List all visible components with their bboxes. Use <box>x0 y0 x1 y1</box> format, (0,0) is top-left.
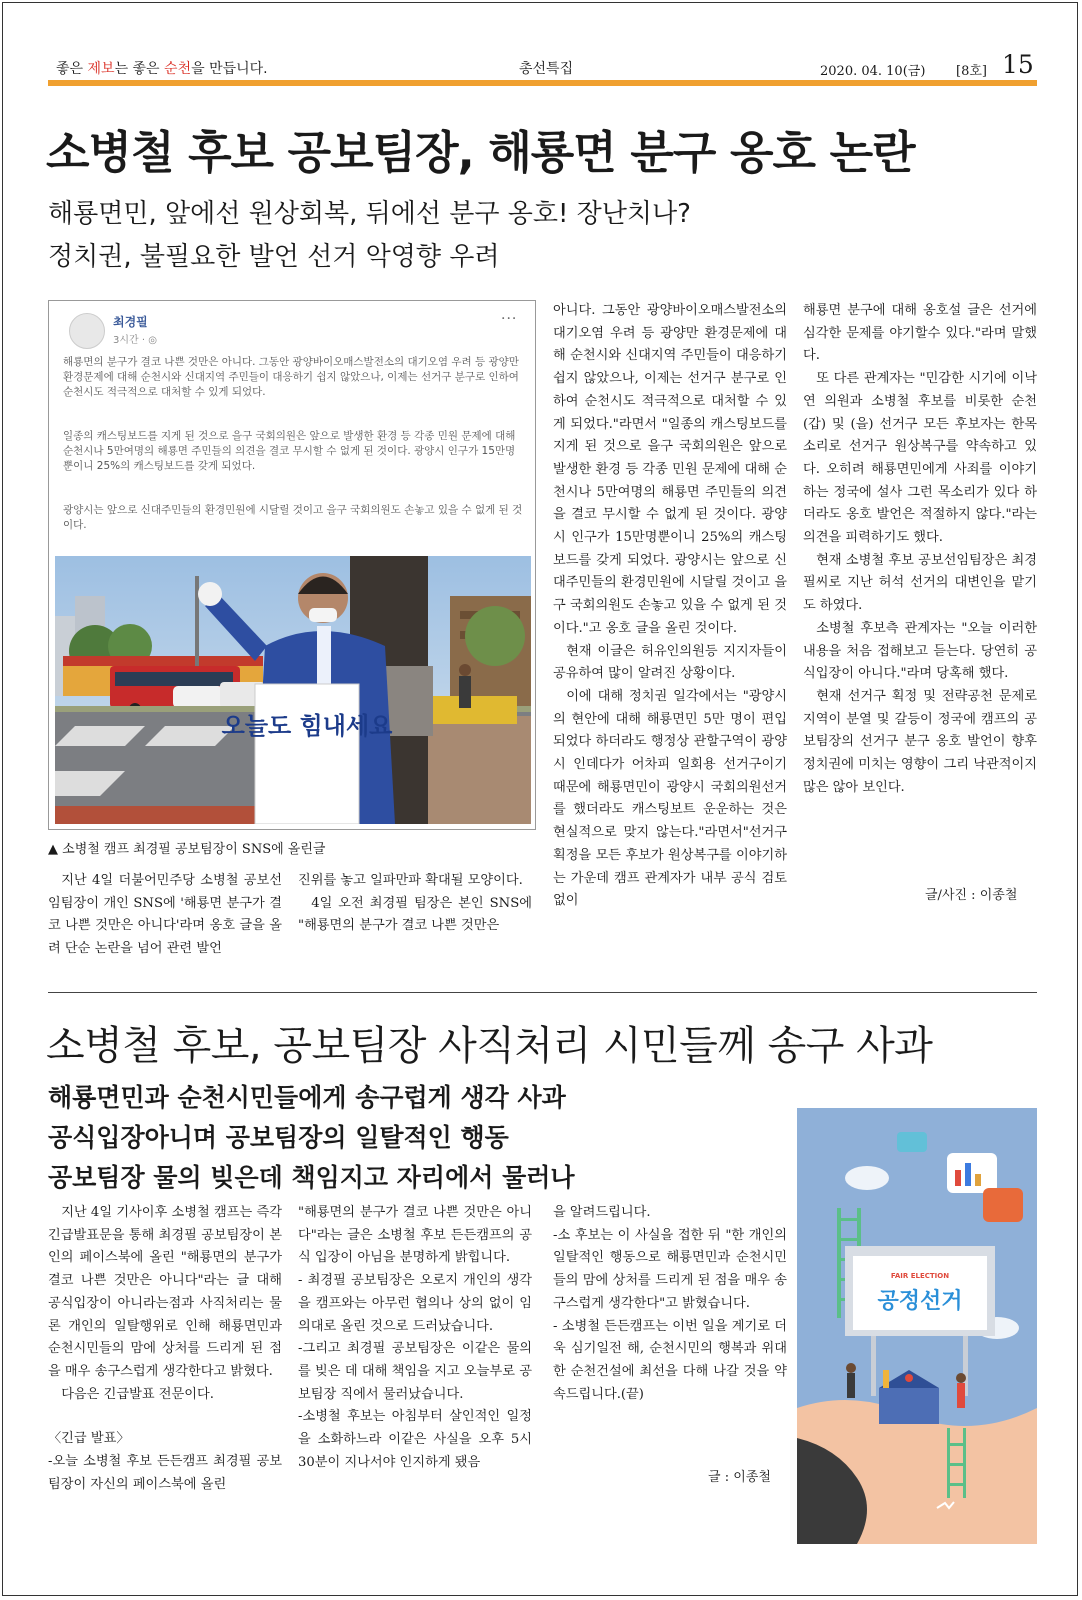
campaign-photo <box>55 556 531 824</box>
poster-title: 공정선거 <box>877 1289 963 1314</box>
article2-byline: 글 : 이종철 <box>708 1470 771 1485</box>
more-options-icon: ··· <box>501 311 518 327</box>
article-divider <box>48 992 1037 993</box>
paragraph: 해룡면 분구에 대해 옹호설 글은 선거에 심각한 문제를 야기할수 있다."라며 말했다. <box>803 303 1037 364</box>
paragraph: 현재 선거구 획정 및 전략공천 문제로 지역이 분열 및 갈등이 정국에 캠프의 공보팀장의 선거구 분구 옹호 발언이 향후 정치권에 미치는 영향이 그리 낙관적이지많은 않아 보인다. <box>803 688 1037 795</box>
post-paragraph: 일종의 캐스팅보드를 지게 된 것으로 을구 국회의원은 앞으로 발생한 환경 등 각종 민원 문제에 대해 순천시나 5만여명의 해룡면 주민들의 의견을 결코 무시할 수 없게 된 것이다. 광양시 인구가 15만명뿐이니 25%의 캐스팅보드를 갖게 되었다. <box>63 430 516 472</box>
avatar <box>69 313 105 349</box>
paragraph: - 소병철 든든캠프는 이번 일을 계기로 더욱 심기일전 해, 순천시민의 행복과 위대한 순천건설에 최선을 다해 나갈 것을 약속드립니다.(끝) <box>553 1318 787 1402</box>
article2-subhead: 공보팀장 물의 빚은데 책임지고 자리에서 물러나 <box>48 1163 575 1192</box>
article1-subhead: 정치권, 불필요한 발언 선거 악영향 우려 <box>48 242 500 272</box>
article1-column-3 <box>553 300 787 913</box>
paragraph: 다음은 긴급발표 전문이다. <box>61 1386 214 1402</box>
article2-subhead: 공식입장아니며 공보팀장의 일탈적인 행동 <box>48 1123 509 1152</box>
paragraph: -그리고 최경필 공보팀장은 이같은 물의를 빚은 데 대해 책임을 지고 오늘부로 공보팀장 직에서 물러났습니다. <box>298 1341 532 1402</box>
article1-column-4 <box>803 300 1037 799</box>
header-rule <box>48 80 1037 86</box>
paragraph: 4일 오전 최경필 팀장은 본인 SNS에 "해룡면의 분구가 결코 나쁜 것만은 <box>298 895 532 934</box>
paragraph: 진위를 놓고 일파만파 확대될 모양이다. <box>298 873 523 888</box>
paragraph: 아니다. 그동안 광양바이오매스발전소의 대기오염 우려 등 광양만 환경문제에 대해 순천시와 신대지역 주민들이 대응하기 쉽지 않았으나, 이제는 선거구 분구로 인하여 순천시도 적극적으로 대처할 수 있게 되었다."라면서 "일종의 캐스팅보드를 지게 된 것으로 을구 국회의원은 앞으로 발생한 환경 등 각종 민원 문제에 대해 순천시나 5만여명의 해룡면 주민들의 의견을 결코 무시할 수 없게 된 것이다. 광양시 인구가 15만명뿐이니 25%의 캐스팅보드를 갖게 되었다. 광양시는 앞으로 신대주민들의 환경민원에 시달릴 것이고 을구 국회의원도 손놓고 있을 수 없게 된 것이다."고 옹호 글을 올린 것이다. <box>553 303 787 636</box>
paragraph: 〈긴급 발표〉 <box>48 1431 130 1447</box>
article2-headline: 소병철 후보, 공보팀장 사직처리 시민들께 송구 사과 <box>46 1023 933 1069</box>
post-time: 3시간 · ◎ <box>113 335 157 346</box>
paragraph-spacer <box>48 1406 282 1428</box>
paragraph: 지난 4일 기사이후 소병철 캠프는 즉각 긴급발표문을 통해 최경필 공보팀장이 본인의 페이스북에 올린 "해룡면의 분구가 결코 나쁜 것만은 아니다"라는 글 대해 공식입장이 아니라는점과 사직처리는 물론 개인의 일탈행위로 인해 해룡면민과 순천시민들의 맘에 상처를 드리게 된 점을 매우 송구스럽게 생각한다고 밝혔다. <box>48 1205 282 1379</box>
article2-column-3 <box>553 1202 787 1406</box>
paragraph: 현재 이글은 허유인의원등 지지자들이 공유하여 많이 알려진 상황이다. <box>553 643 787 682</box>
header-issue: [8호] <box>956 64 987 79</box>
article2-column-1 <box>48 1202 282 1496</box>
paragraph: - 최경필 공보팀장은 오로지 개인의 생각을 캠프와는 아무런 협의나 상의 없이 임의대로 올린 것으로 드러났습니다. <box>298 1273 532 1334</box>
fair-election-illustration <box>797 1108 1037 1544</box>
paragraph: 또 다른 관계자는 "민감한 시기에 이낙연 의원과 소병철 후보를 비롯한 순천(갑) 및 (을) 선거구 모든 후보자는 한목소리로 선거구 원상복구를 약속하고 있다. 오히려 해룡면민에게 사죄를 이야기하는 정국에 설사 그런 목소리가 있다 하더라도 옹호 발언은 적절하지 않다."라는 의견을 피력하기도 했다. <box>803 371 1037 546</box>
paragraph: 현재 소병철 후보 공보선임팀장은 최경필씨로 지난 허석 선거의 대변인을 맡기도 하였다. <box>803 552 1037 614</box>
header-slogan: 좋은 제보는 좋은 순천을 만듭니다. <box>56 61 268 77</box>
article2-column-2 <box>298 1202 532 1474</box>
header-section: 총선특집 <box>519 61 574 77</box>
page-number: 15 <box>1002 50 1034 79</box>
poster-small-text: FAIR ELECTION <box>890 1272 950 1280</box>
paragraph: "해룡면의 분구가 결코 나쁜 것만은 아니다"라는 글은 소병철 후보 든든캠프의 공식 입장이 아님을 분명하게 밝힙니다. <box>298 1205 532 1266</box>
sns-post-image <box>48 300 536 830</box>
article1-column-2 <box>298 870 532 938</box>
photo-caption: ▲ 소병철 캠프 최경필 공보팀장이 SNS에 올린글 <box>48 842 326 857</box>
article1-column-1 <box>48 870 282 961</box>
paragraph: -소병철 후보는 아침부터 살인적인 일정을 소화하느라 이같은 사실을 오후 5시30분이 지나서야 인지하게 됐음 <box>298 1409 532 1470</box>
campaign-photo-illustration <box>55 556 531 824</box>
article1-subhead: 해룡면민, 앞에선 원상회복, 뒤에선 분구 옹호! 장난치나? <box>48 199 691 229</box>
paragraph: 지난 4일 더불어민주당 소병철 공보선임팀장이 개인 SNS에 '해룡면 분구가 결코 나쁜 것만은 아니다'라며 옹호 글을 올려 단순 논란을 넘어 관련 발언 <box>48 873 282 957</box>
article1-headline: 소병철 후보 공보팀장, 해룡면 분구 옹호 논란 <box>46 126 915 179</box>
post-paragraph: 해룡면의 분구가 결코 나쁜 것만은 아니다. 그동안 광양바이오매스발전소의 대기오염 우려 등 광양만 환경문제에 대해 순천시와 신대지역 주민들이 대응하기 쉽지 않았으나, 이제는 선거구 분구로 인하여 순천시도 적극적으로 대처할 수 있게 되었다. <box>63 356 519 398</box>
article2-subhead: 해룡면민과 순천시민들에게 송구럽게 생각 사과 <box>48 1083 566 1112</box>
fair-election-poster <box>797 1108 1037 1544</box>
paragraph: 소병철 후보측 관계자는 "오늘 이러한 내용을 처음 접해보고 듣는다. 당연히 공식입장이 아니다."라며 당혹해 했다. <box>803 620 1037 682</box>
paragraph: 이에 대해 정치권 일각에서는 "광양시의 현안에 대해 해룡면민 5만 명이 편입되었다 하더라도 행정상 관할구역이 광양시 인데다가 어차피 일회용 선거구이기 때문에 해룡면민이 광양시 국회의원선거를 했더라도 캐스팅보트 운운하는 것은 현실적으로 맞지 않는다."라면서"선거구 획정을 모든 후보가 원상복구를 이야기하는 가운데 캠프 관계자가 내부 공식 검토 없이 <box>553 688 787 909</box>
header-date: 2020. 04. 10(금) <box>820 64 926 79</box>
paragraph: -오늘 소병철 후보 든든캠프 최경필 공보팀장이 자신의 페이스북에 올린 <box>48 1454 282 1492</box>
campaign-sign-text: 오늘도 힘내세요 <box>221 712 393 740</box>
article1-byline: 글/사진 : 이종철 <box>925 888 1018 903</box>
paragraph: -소 후보는 이 사실을 접한 뒤 "한 개인의 일탈적인 행동으로 해룡면민과 순천시민들의 맘에 상처를 드리게 된 점을 매우 송구스럽게 생각한다"고 밝혔습니다. <box>553 1227 787 1311</box>
post-paragraph: 광양시는 앞으로 신대주민들의 환경민원에 시달릴 것이고 을구 국회의원도 손놓고 있을 수 없게 된 것이다. <box>63 504 523 531</box>
paragraph: 을 알려드립니다. <box>553 1205 651 1220</box>
post-author: 최경필 <box>113 315 148 329</box>
